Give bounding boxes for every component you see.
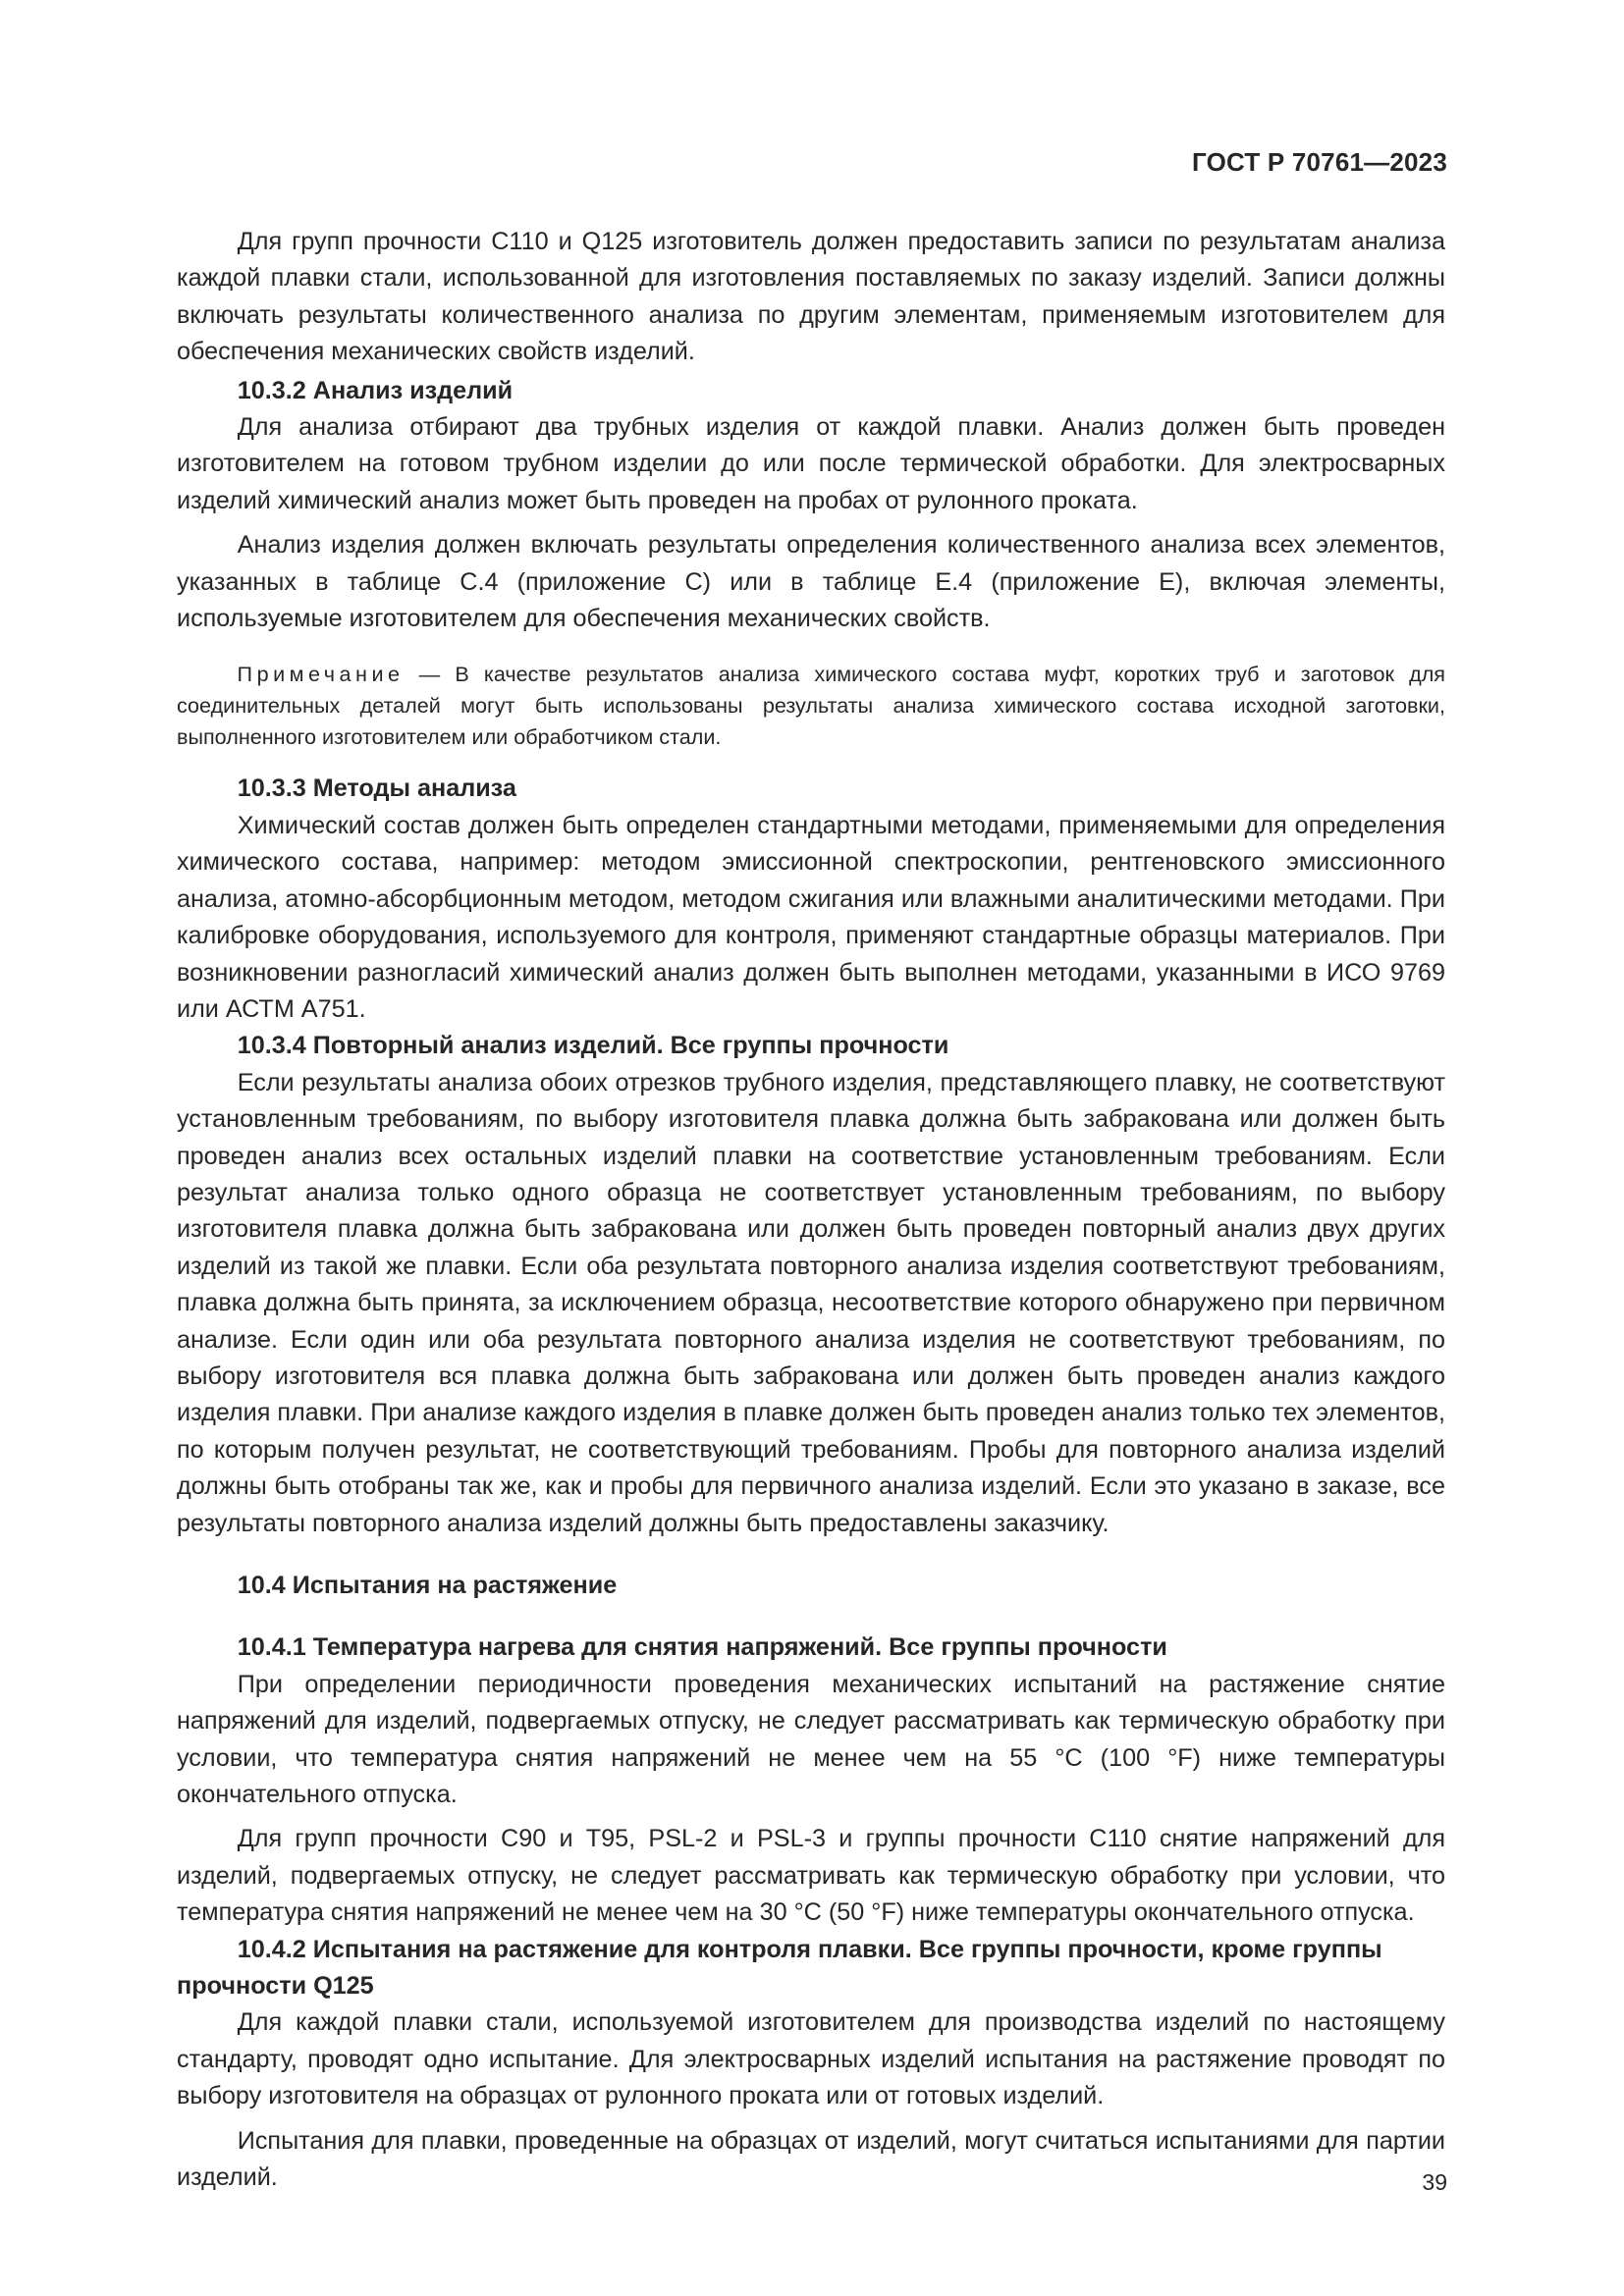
paragraph: Для групп прочности С110 и Q125 изготовитель должен предоставить записи по результатам анализа каждой плавки стали, использованной для изготовления поставляемых по заказу изделий. Записи должны включать результаты количественного анализа по другим элементам, применяемым изготовителем для обеспечения механических свойств изделий.: [177, 228, 1445, 366]
paragraph: При определении периодичности проведения механических испытаний на растяжение снятие напряжений для изделий, подвергаемых отпуску, не следует рассматривать как термическую обработку при условии, что температура снятия напряжений не менее чем на 55 °С (100 °F) ниже температуры окончательного отпуска.: [177, 1670, 1445, 1809]
document-code-header: ГОСТ Р 70761—2023: [1192, 147, 1447, 177]
note-block: [177, 659, 1445, 753]
subsection-heading-10-3-3: 10.3.3 Методы анализа: [237, 774, 516, 803]
paragraph: Для анализа отбирают два трубных изделия от каждой плавки. Анализ должен быть проведен изготовителем на готовом трубном изделии до или после термической обработки. Для электросварных изделий химический анализ может быть проведен на пробах от рулонного проката.: [177, 413, 1445, 514]
page-number: 39: [1422, 2169, 1447, 2195]
paragraph: Если результаты анализа обоих отрезков трубного изделия, представляющего плавку, не соответствуют установленным требованиям, по выбору изготовителя плавка должна быть забракована или должен быть проведен анализ всех остальных изделий плавки на соответствие установленным требованиям. Если результат анализа только одного образца не соответствует установленным требованиям, по выбору изготовителя плавка должна быть забракована или должен быть проведен повторный анализ двух других изделий из такой же плавки. Если оба результата повторного анализа изделия соответствуют требованиям, плавка должна быть принята, за исключением образца, несоответствие которого обнаружено при первичном анализе. Если один или оба результата повторного анализа изделия не соответствуют требованиям, по выбору изготовителя вся плавка должна быть забракована или должен быть проведен анализ каждого изделия плавки. При анализе каждого изделия в плавке должен быть проведен анализ только тех элементов, по которым получен результат, не соответствующий требованиям. Пробы для повторного анализа изделий должны быть отобраны так же, как и пробы для первичного анализа изделий. Если это указано в заказе, все результаты повторного анализа изделий должны быть предоставлены заказчику.: [177, 1068, 1445, 1537]
paragraph: Химический состав должен быть определен стандартными методами, применяемыми для определения химического состава, например: методом эмиссионной спектроскопии, рентгеновского эмиссионного анализа, атомно-абсорбционным методом, методом сжигания или влажными аналитическими методами. При калибровке оборудования, используемого для контроля, применяют стандартные образцы материалов. При возникновении разногласий химический анализ должен быть выполнен методами, указанными в ИСО 9769 или АСТМ А751.: [177, 811, 1445, 1023]
section-heading-10-4: 10.4 Испытания на растяжение: [237, 1572, 618, 1599]
subsection-heading-10-3-4: 10.3.4 Повторный анализ изделий. Все группы прочности: [237, 1032, 949, 1060]
paragraph: Анализ изделия должен включать результаты определения количественного анализа всех элементов, указанных в таблице С.4 (приложение С) или в таблице Е.4 (приложение Е), включая элементы, используемые изготовителем для обеспечения механических свойств.: [177, 531, 1445, 633]
paragraph: Для каждой плавки стали, используемой изготовителем для производства изделий по настоящему стандарту, проводят одно испытание. Для электросварных изделий испытания на растяжение проводят по выбору изготовителя на образцах от рулонного проката или от готовых изделий.: [177, 2008, 1445, 2110]
subsection-heading-10-4-1: 10.4.1 Температура нагрева для снятия напряжений. Все группы прочности: [237, 1633, 1167, 1662]
note-text: — В качестве результатов анализа химического состава муфт, коротких труб и заготовок для соединительных деталей могут быть использованы результаты анализа химического состава исходной заготовки, выполненного изготовителем или обработчиком стали.: [177, 662, 1445, 750]
note-label: Примечание: [237, 662, 405, 687]
subsection-heading-10-4-2: 10.4.2 Испытания на растяжение для контроля плавки. Все группы прочности, кроме группы прочности Q125: [177, 1935, 1382, 2001]
paragraph: Испытания для плавки, проведенные на образцах от изделий, могут считаться испытаниями для партии изделий.: [177, 2126, 1445, 2192]
paragraph: Для групп прочности С90 и Т95, PSL-2 и PSL-3 и группы прочности С110 снятие напряжений для изделий, подвергаемых отпуску, не следует рассматривать как термическую обработку при условии, что температура снятия напряжений не менее чем на 30 °С (50 °F) ниже температуры окончательного отпуска.: [177, 1825, 1445, 1927]
subsection-heading-10-3-2: 10.3.2 Анализ изделий: [237, 376, 514, 404]
page-content: [177, 224, 1445, 2197]
